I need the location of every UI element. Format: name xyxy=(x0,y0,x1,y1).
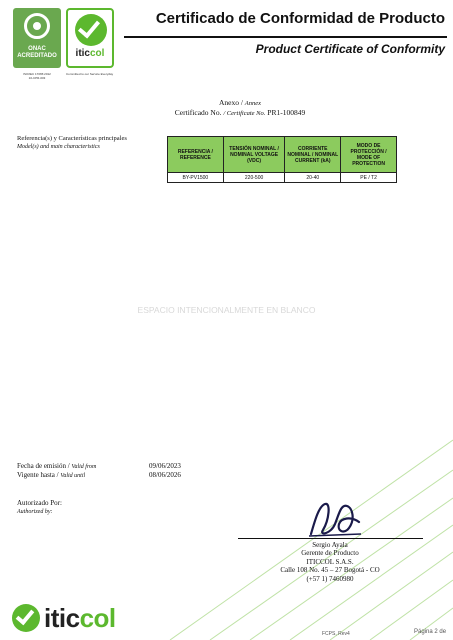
cell-protection: PE / T2 xyxy=(341,173,397,183)
signer-role: Gerente de Producto xyxy=(301,549,359,558)
references-label: Referencia(s) y Características principales Model(s) and main characteristics xyxy=(17,135,127,150)
table-row xyxy=(168,173,397,183)
footer-logo-word: iticcol xyxy=(44,603,116,633)
column-header-reference: REFERENCIA / REFERENCE xyxy=(168,137,224,173)
checkmark-icon xyxy=(75,14,107,46)
annex-line: Anexo / Annex xyxy=(218,98,262,107)
onac-logo-accredited: ACREDITADO xyxy=(17,53,57,59)
signer-company: ITICCOL S.A.S. xyxy=(306,557,354,566)
references-table xyxy=(167,136,397,183)
signer-name: Sergio Ayala xyxy=(312,541,348,549)
column-header-voltage: TENSIÓN NOMINAL / NOMINAL VOLTAGE (VDC) xyxy=(223,137,285,173)
page-number: Página 2 de xyxy=(414,629,447,635)
validity-dates xyxy=(17,462,217,480)
checkmark-icon xyxy=(12,604,40,632)
onac-logo-name: ONAC xyxy=(28,46,46,52)
expiry-date-row: Vigente hasta / Valid until 08/06/2026 xyxy=(17,471,181,479)
title-spanish: Certificado de Conformidad de Producto xyxy=(155,10,445,27)
issue-date-value: 09/06/2023 xyxy=(149,462,181,470)
iticcol-logo-word: iticcol xyxy=(75,48,105,59)
signature-image xyxy=(305,500,365,538)
blank-space-notice: ESPACIO INTENCIONALMENTE EN BLANCO xyxy=(137,305,316,315)
cell-current: 20-40 xyxy=(285,173,341,183)
signer-block xyxy=(260,541,400,583)
column-header-current: CORRIENTE NOMINAL / NOMINAL CURRENT (kA) xyxy=(285,137,341,173)
title-english: Product Certificate of Conformity xyxy=(255,42,445,56)
column-header-protection: MODO DE PROTECCIÓN / MODE OF PROTECTION xyxy=(341,137,397,173)
cell-voltage: 220-500 xyxy=(223,173,285,183)
onac-logo xyxy=(13,8,61,68)
expiry-date-value: 08/06/2026 xyxy=(149,471,181,479)
cell-reference: BY-PV1500 xyxy=(168,173,224,183)
certificate-number: PR1-100849 xyxy=(267,108,306,117)
certificate-number-line: Certificado No. / Certificate No. PR1-100849 xyxy=(174,108,306,117)
issue-date-row: Fecha de emisión / Valid from 09/06/2023 xyxy=(17,462,181,470)
footer-iticcol-logo xyxy=(12,602,137,634)
table-header-row xyxy=(168,137,397,173)
form-code: FCPS, Rev4 xyxy=(322,631,350,637)
iticcol-logo xyxy=(66,8,114,68)
iticcol-caption: Committed to our Service Everyday xyxy=(66,72,114,76)
annex-block xyxy=(130,98,350,118)
signature-line xyxy=(238,538,423,539)
signer-phone: (+57 1) 7460980 xyxy=(306,574,354,583)
signer-address: Calle 108 No. 45 – 27 Bogotá - CO xyxy=(280,566,380,575)
onac-emblem-icon xyxy=(24,13,50,39)
onac-accreditation-code: ISO/IEC 17065:2012 10-CPR-003 xyxy=(23,72,51,80)
header-divider xyxy=(124,36,447,38)
authorized-by: Autorizado Por: Authorized by: xyxy=(17,499,62,515)
